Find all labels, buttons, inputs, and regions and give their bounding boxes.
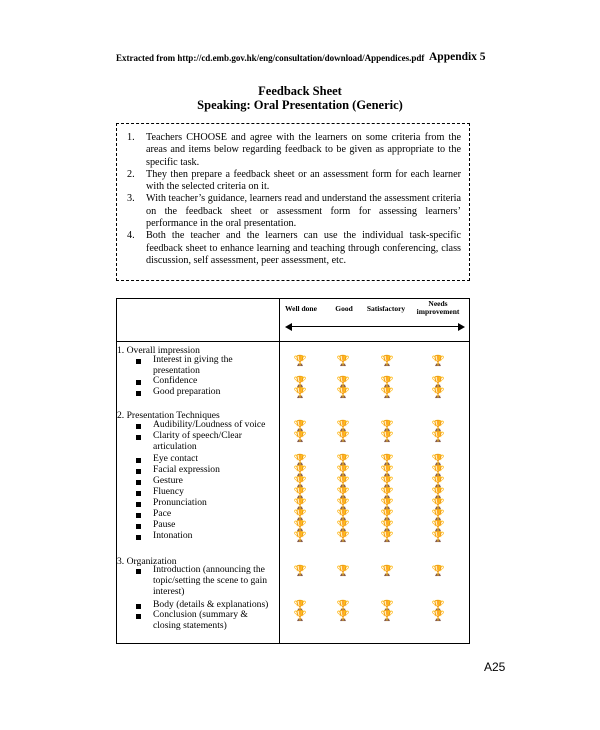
rating-option-icon[interactable]: 🏆 (336, 355, 350, 367)
bullet-icon (136, 614, 141, 619)
rating-option-icon[interactable]: 🏆 (336, 454, 350, 466)
bullet-icon (136, 491, 141, 496)
instruction-text: They then prepare a feedback sheet or an assessment form for each learner with the selected criteria on it. (146, 168, 461, 193)
rating-option-icon[interactable]: 🏆 (431, 431, 445, 443)
rating-option-icon[interactable]: 🏆 (336, 487, 350, 499)
rating-option-icon[interactable]: 🏆 (293, 387, 307, 399)
rating-option-icon[interactable]: 🏆 (293, 531, 307, 543)
instruction-text: With teacher’s guidance, learners read and understand the assessment criteria on the feedback sheet or assessment form for assessing learners’ performance in the oral presentation. (146, 193, 461, 230)
rating-option-icon[interactable]: 🏆 (336, 420, 350, 432)
rating-option-icon[interactable]: 🏆 (380, 387, 394, 399)
rating-option-icon[interactable]: 🏆 (431, 509, 445, 521)
arrow-right-icon (458, 323, 465, 331)
column-header-good: Good (335, 304, 353, 313)
criterion-label: Pause (153, 519, 176, 530)
rating-option-icon[interactable]: 🏆 (380, 610, 394, 622)
section-heading: 3. Organization (117, 556, 177, 567)
instruction-number: 2. (127, 168, 135, 180)
criterion-label: Gesture (153, 475, 183, 486)
bullet-icon (136, 535, 141, 540)
page-subtitle: Speaking: Oral Presentation (Generic) (197, 98, 403, 112)
rating-option-icon[interactable]: 🏆 (293, 431, 307, 443)
criterion-label: Pace (153, 508, 172, 519)
rating-option-icon[interactable]: 🏆 (336, 476, 350, 488)
rating-option-icon[interactable]: 🏆 (336, 565, 350, 577)
rating-option-icon[interactable]: 🏆 (293, 509, 307, 521)
rating-option-icon[interactable]: 🏆 (293, 520, 307, 532)
rating-option-icon[interactable]: 🏆 (380, 487, 394, 499)
rating-option-icon[interactable]: 🏆 (431, 387, 445, 399)
criterion-label: Facial expression (153, 464, 220, 475)
instruction-item (125, 230, 461, 267)
rating-option-icon[interactable]: 🏆 (380, 565, 394, 577)
rating-option-icon[interactable]: 🏆 (293, 476, 307, 488)
instructions-list (125, 132, 461, 267)
bullet-icon (136, 569, 141, 574)
criterion-label: Conclusion (summary & closing statements) (153, 609, 248, 631)
rating-option-icon[interactable]: 🏆 (380, 420, 394, 432)
rating-option-icon[interactable]: 🏆 (431, 531, 445, 543)
instruction-text: Teachers CHOOSE and agree with the learners on some criteria from the areas and items below regarding feedback to be given as appropriate to the specific task. (146, 132, 461, 168)
rating-option-icon[interactable]: 🏆 (380, 454, 394, 466)
arrow-left-icon (285, 323, 292, 331)
instruction-number: 4. (127, 230, 135, 242)
rating-option-icon[interactable]: 🏆 (293, 454, 307, 466)
rating-option-icon[interactable]: 🏆 (336, 600, 350, 612)
instructions-box (116, 123, 470, 281)
rating-option-icon[interactable]: 🏆 (336, 498, 350, 510)
rating-option-icon[interactable]: 🏆 (380, 600, 394, 612)
rating-option-icon[interactable]: 🏆 (380, 431, 394, 443)
rating-option-icon[interactable]: 🏆 (431, 355, 445, 367)
instruction-text: Both the teacher and the learners can use the individual task-specific feedback sheet to enhance learning and teaching through conferencing, class discussion, self assessment, peer assessment, etc. (146, 230, 461, 266)
instruction-item (125, 193, 461, 230)
criterion-label: Pronunciation (153, 497, 207, 508)
appendix-label: Appendix 5 (429, 51, 486, 63)
rating-option-icon[interactable]: 🏆 (431, 465, 445, 477)
bullet-icon (136, 469, 141, 474)
instruction-number: 1. (127, 132, 135, 143)
rating-option-icon[interactable]: 🏆 (380, 376, 394, 388)
rating-option-icon[interactable]: 🏆 (431, 600, 445, 612)
rating-option-icon[interactable]: 🏆 (431, 420, 445, 432)
bullet-icon (136, 502, 141, 507)
bullet-icon (136, 380, 141, 385)
criterion-label: Good preparation (153, 386, 221, 397)
bullet-icon (136, 435, 141, 440)
bullet-icon (136, 359, 141, 364)
rating-scale-arrow (290, 326, 460, 327)
rating-option-icon[interactable]: 🏆 (431, 610, 445, 622)
rating-option-icon[interactable]: 🏆 (431, 498, 445, 510)
rating-option-icon[interactable]: 🏆 (336, 376, 350, 388)
criterion-label: Introduction (announcing the topic/setting the scene to gain interest) (153, 564, 268, 597)
criterion-label: Body (details & explanations) (153, 599, 269, 610)
instruction-item (125, 169, 461, 194)
criterion-label: Eye contact (153, 453, 199, 464)
criterion-label: Confidence (153, 375, 198, 386)
table-divider-vertical (279, 298, 280, 643)
bullet-icon (136, 424, 141, 429)
source-note: Extracted from http://cd.emb.gov.hk/eng/consultation/download/Appendices.pdf (116, 53, 425, 63)
section-heading: 2. Presentation Techniques (117, 410, 220, 421)
rating-option-icon[interactable]: 🏆 (431, 487, 445, 499)
column-header-needs-improvement: Needs improvement (416, 299, 460, 316)
rating-option-icon[interactable]: 🏆 (336, 531, 350, 543)
rating-option-icon[interactable]: 🏆 (293, 487, 307, 499)
rating-option-icon[interactable]: 🏆 (293, 376, 307, 388)
rating-option-icon[interactable]: 🏆 (431, 476, 445, 488)
criterion-label: Fluency (153, 486, 184, 497)
criterion-label: Interest in giving the presentation (153, 354, 233, 376)
criterion-label: Audibility/Loudness of voice (153, 419, 266, 430)
criterion-label: Intonation (153, 530, 193, 541)
rating-option-icon[interactable]: 🏆 (380, 498, 394, 510)
instruction-number: 3. (127, 193, 135, 205)
bullet-icon (136, 458, 141, 463)
rating-option-icon[interactable]: 🏆 (293, 610, 307, 622)
rating-option-icon[interactable]: 🏆 (431, 565, 445, 577)
rating-option-icon[interactable]: 🏆 (293, 355, 307, 367)
rating-option-icon[interactable]: 🏆 (431, 520, 445, 532)
bullet-icon (136, 513, 141, 518)
rating-option-icon[interactable]: 🏆 (380, 531, 394, 543)
rating-option-icon[interactable]: 🏆 (380, 465, 394, 477)
rating-option-icon[interactable]: 🏆 (336, 520, 350, 532)
rating-option-icon[interactable]: 🏆 (293, 600, 307, 612)
rating-option-icon[interactable]: 🏆 (431, 454, 445, 466)
rating-option-icon[interactable]: 🏆 (293, 498, 307, 510)
rating-option-icon[interactable]: 🏆 (380, 355, 394, 367)
page-number: A25 (484, 660, 506, 674)
rating-option-icon[interactable]: 🏆 (293, 565, 307, 577)
column-header-well-done: Well done (285, 304, 317, 313)
rating-option-icon[interactable]: 🏆 (336, 431, 350, 443)
rating-option-icon[interactable]: 🏆 (431, 376, 445, 388)
bullet-icon (136, 604, 141, 609)
rating-option-icon[interactable]: 🏆 (293, 465, 307, 477)
rating-option-icon[interactable]: 🏆 (380, 509, 394, 521)
criterion-label: Clarity of speech/Clear articulation (153, 430, 242, 452)
bullet-icon (136, 480, 141, 485)
instruction-item (125, 132, 461, 169)
bullet-icon (136, 391, 141, 396)
rating-option-icon[interactable]: 🏆 (336, 610, 350, 622)
page-title: Feedback Sheet (258, 84, 342, 98)
rating-option-icon[interactable]: 🏆 (380, 476, 394, 488)
table-divider-horizontal (116, 341, 469, 342)
bullet-icon (136, 524, 141, 529)
rating-option-icon[interactable]: 🏆 (380, 520, 394, 532)
rating-option-icon[interactable]: 🏆 (336, 465, 350, 477)
rating-option-icon[interactable]: 🏆 (336, 509, 350, 521)
section-heading: 1. Overall impression (117, 345, 200, 356)
column-header-satisfactory: Satisfactory (366, 304, 406, 313)
rating-option-icon[interactable]: 🏆 (293, 420, 307, 432)
rating-option-icon[interactable]: 🏆 (336, 387, 350, 399)
